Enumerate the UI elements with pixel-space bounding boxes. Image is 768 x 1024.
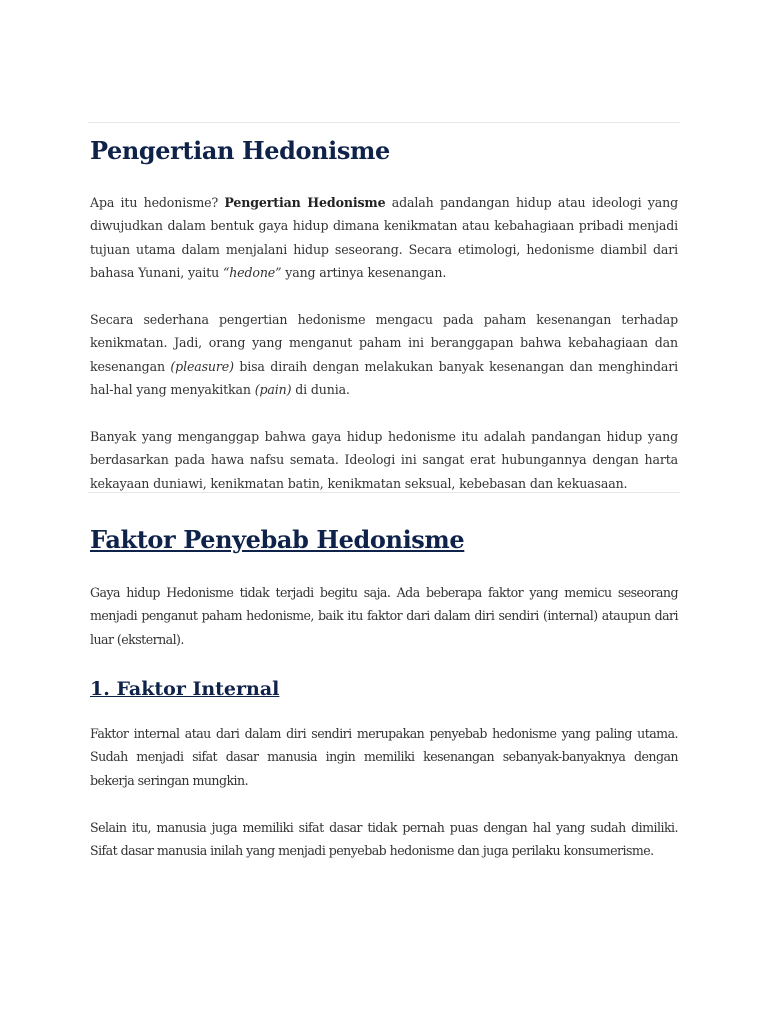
italic-term-pleasure: (pleasure)	[170, 358, 234, 374]
paragraph-internal-2: Selain itu, manusia juga memiliki sifat dasar tidak pernah puas dengan hal yang sudah dimiliki. Sifat dasar manusia inilah yang menjadi penyebab hedonisme dan juga perilaku konsumerisme.	[90, 820, 678, 859]
italic-term-pain: (pain)	[254, 381, 292, 397]
paragraph-factors-intro: Gaya hidup Hedonisme tidak terjadi begitu saja. Ada beberapa faktor yang memicu seseorang menjadi penganut paham hedonisme, baik itu faktor dari dalam diri sendiri (internal) ataupun dari luar (eksternal).	[90, 585, 678, 647]
paragraph-internal-1: Faktor internal atau dari dalam diri sendiri merupakan penyebab hedonisme yang paling utama. Sudah menjadi sifat dasar manusia ingin memiliki kesenangan sebanyak-banyaknya dengan bekerja seringan mungkin.	[90, 726, 678, 788]
section-title-faktor: Faktor Penyebab Hedonisme	[90, 525, 465, 554]
paragraph-perception: Banyak yang menganggap bahwa gaya hidup hedonisme itu adalah pandangan hidup yang berdasarkan pada hawa nafsu semata. Ideologi ini sangat erat hubungannya dengan harta kekayaan duniawi, kenikmatan batin, kenikmatan seksual, kebebasan dan kekuasaan.	[90, 429, 678, 491]
paragraph-simple-definition	[90, 308, 678, 401]
paragraph-body: adalah pandangan hidup atau ideologi yang diwujudkan dalam bentuk gaya hidup dimana kenikmatan atau kebahagiaan pribadi menjadi tujuan utama dalam menjalani hidup seseorang. Secara etimologi, hedonisme diambil dari bahasa Yunani, yaitu	[90, 195, 678, 280]
section-title-pengertian: Pengertian Hedonisme	[90, 136, 390, 165]
paragraph-body: bisa diraih dengan melakukan banyak kesenangan dan menghindari hal-hal yang menyakitkan	[90, 358, 678, 397]
bold-term: Pengertian Hedonisme	[224, 195, 386, 210]
paragraph-tail: di dunia.	[291, 381, 350, 397]
paragraph-lead: Apa itu hedonisme?	[90, 195, 225, 210]
paragraph-body: Secara sederhana pengertian hedonisme mengacu pada paham kesenangan terhadap kenikmatan. Jadi, orang yang menganut paham ini beranggapan bahwa kebahagiaan dan kesenangan	[90, 312, 678, 374]
italic-term-hedone: “hedone”	[222, 264, 282, 280]
top-divider	[88, 122, 680, 123]
section-divider	[88, 492, 680, 493]
subsection-title-internal: 1. Faktor Internal	[90, 678, 280, 700]
paragraph-definition	[90, 191, 678, 284]
paragraph-tail: yang artinya kesenangan.	[281, 264, 447, 280]
